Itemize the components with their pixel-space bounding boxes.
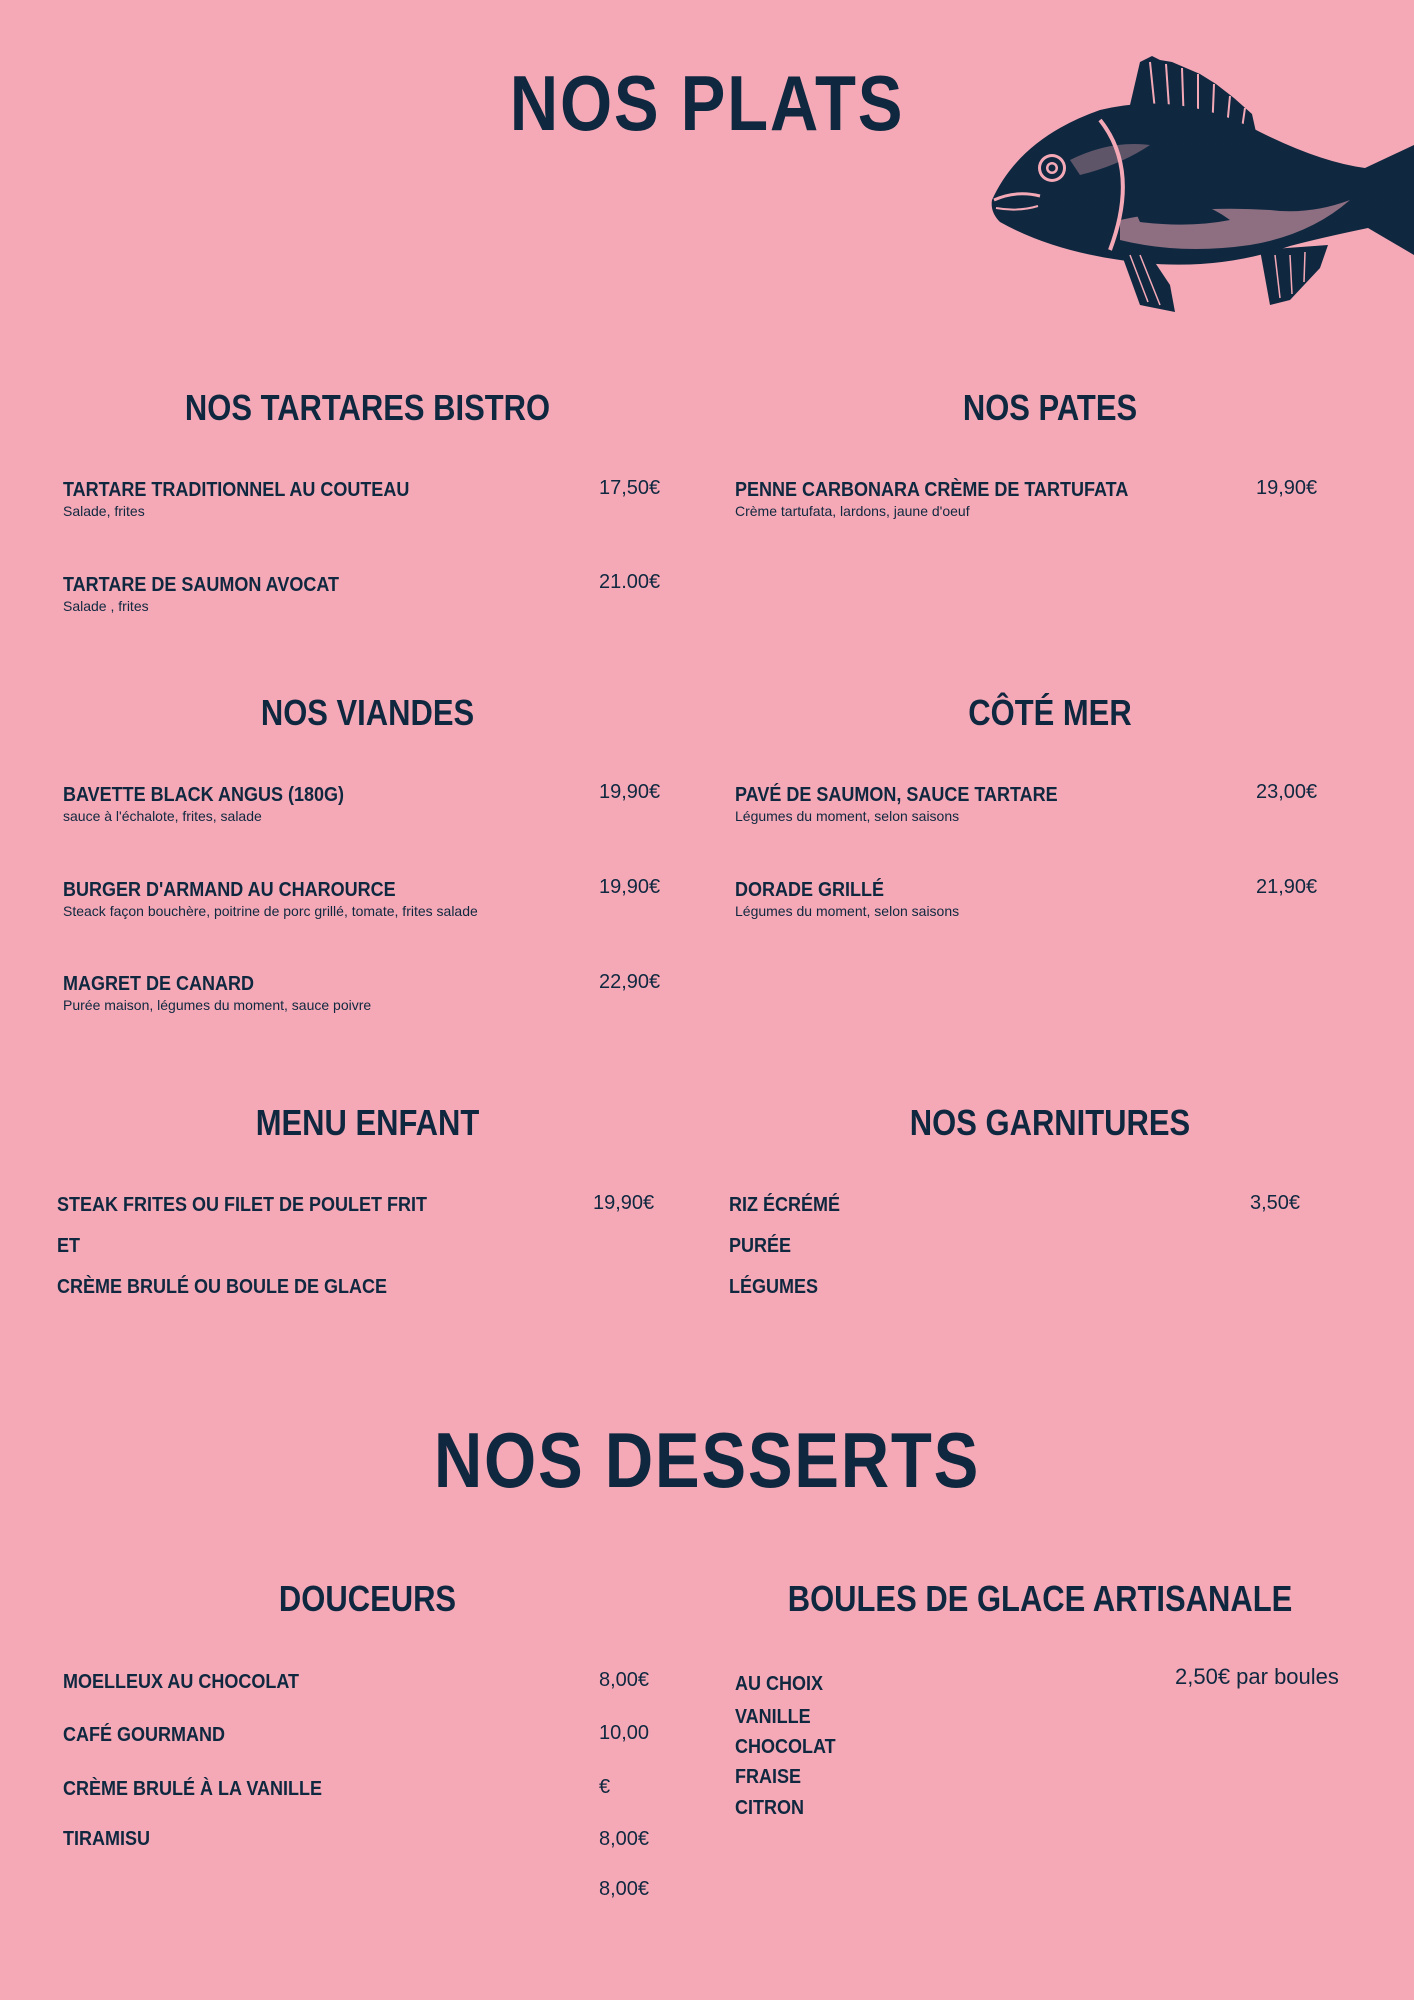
item-price: 17,50€ (599, 477, 661, 499)
menu-line: PURÉE (729, 1235, 792, 1257)
menu-line: ET (57, 1235, 81, 1257)
item-name: BURGER D'ARMAND AU CHAROURCE (63, 879, 396, 901)
glace-price: 2,50€ par boules (1175, 1664, 1339, 1689)
dessert-price: 10,00 (599, 1722, 650, 1744)
item-name: PENNE CARBONARA CRÈME DE TARTUFATA (735, 479, 1129, 501)
dessert-name: CRÈME BRULÉ À LA VANILLE (63, 1778, 323, 1800)
glace-line: CHOCOLAT (735, 1736, 836, 1758)
menu-line: CRÈME BRULÉ OU BOULE DE GLACE (57, 1276, 388, 1298)
item-description: Légumes du moment, selon saisons (735, 903, 960, 919)
item-description: sauce à l'échalote, frites, salade (63, 808, 262, 824)
item-description: Salade, frites (63, 503, 145, 519)
glace-line: VANILLE (735, 1706, 811, 1728)
item-name: BAVETTE BLACK ANGUS (180G) (63, 784, 345, 806)
menu-line: STEAK FRITES OU FILET DE POULET FRIT (57, 1194, 428, 1216)
menu-item (63, 878, 478, 920)
menu-item (63, 573, 370, 615)
item-price: 19,90€ (599, 781, 661, 803)
menu-item (735, 878, 959, 920)
dessert-price: 8,00€ (599, 1878, 650, 1900)
section-title-tartares: NOS TARTARES BISTRO (184, 387, 551, 428)
section-title-mer: CÔTÉ MER (968, 692, 1132, 733)
section-title-glaces: BOULES DE GLACE ARTISANALE (787, 1578, 1293, 1619)
dessert-name: MOELLEUX AU CHOCOLAT (63, 1671, 299, 1693)
menu-item (63, 783, 375, 825)
item-price: 23,00€ (1256, 781, 1318, 803)
item-price: 21.00€ (599, 571, 661, 593)
fish-illustration (990, 50, 1414, 315)
item-price: 19,90€ (593, 1192, 655, 1214)
item-name: DORADE GRILLÉ (735, 879, 885, 901)
section-title-enfant: MENU ENFANT (255, 1102, 480, 1143)
item-price: 22,90€ (599, 971, 661, 993)
item-name: TARTARE TRADITIONNEL AU COUTEAU (63, 479, 410, 501)
item-price: 3,50€ (1250, 1192, 1301, 1214)
glace-line: CITRON (735, 1797, 805, 1819)
item-price: 19,90€ (599, 876, 661, 898)
dessert-price: € (599, 1776, 611, 1798)
dessert-name: TIRAMISU (63, 1828, 151, 1850)
menu-item (735, 478, 1172, 520)
dessert-name: CAFÉ GOURMAND (63, 1724, 225, 1746)
section-title-pates: NOS PATES (962, 387, 1138, 428)
glace-line: AU CHOIX (735, 1673, 824, 1695)
item-description: Légumes du moment, selon saisons (735, 808, 960, 824)
glace-line: FRAISE (735, 1766, 802, 1788)
item-name: PAVÉ DE SAUMON, SAUCE TARTARE (735, 784, 1058, 806)
menu-line: RIZ ÉCRÉMÉ (729, 1194, 841, 1216)
page-title: NOS PLATS (509, 59, 905, 147)
item-name: MAGRET DE CANARD (63, 973, 254, 995)
menu-item (63, 972, 371, 1014)
menu-item (735, 783, 1094, 825)
item-price: 19,90€ (1256, 477, 1318, 499)
item-description: Steack façon bouchère, poitrine de porc grillé, tomate, frites salade (63, 903, 478, 919)
item-name: TARTARE DE SAUMON AVOCAT (63, 574, 339, 596)
menu-line: LÉGUMES (729, 1276, 819, 1298)
section-title-garnitures: NOS GARNITURES (909, 1102, 1191, 1143)
dessert-price: 8,00€ (599, 1669, 650, 1691)
section-title-viandes: NOS VIANDES (260, 692, 475, 733)
dessert-price: 8,00€ (599, 1828, 650, 1850)
item-description: Crème tartufata, lardons, jaune d'oeuf (735, 503, 970, 519)
section-title-douceurs: DOUCEURS (278, 1578, 457, 1619)
item-description: Salade , frites (63, 598, 149, 614)
desserts-title: NOS DESSERTS (433, 1416, 981, 1504)
item-description: Purée maison, légumes du moment, sauce poivre (63, 997, 372, 1013)
item-price: 21,90€ (1256, 876, 1318, 898)
menu-item (63, 478, 448, 520)
